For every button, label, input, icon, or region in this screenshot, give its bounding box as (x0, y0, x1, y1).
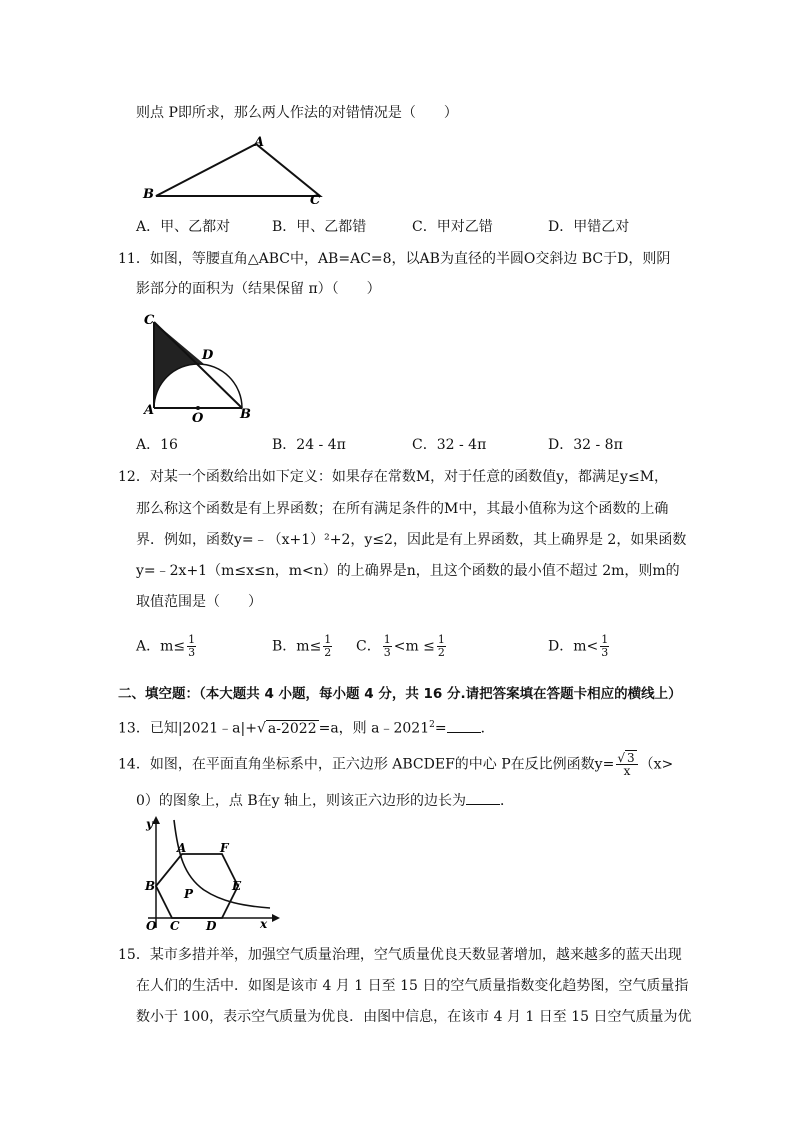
label-D: D (206, 919, 217, 933)
q13-mid: =a，则 a﹣2021 (318, 720, 430, 737)
q13-radicand: a-2022 (267, 720, 317, 737)
q12-option-d-text: D．m< (548, 638, 599, 655)
frac-den-x: x (623, 764, 631, 778)
q14-line-2-pre: 0）的图象上，点 B在y 轴上，则该正六边形的边长为 (136, 793, 467, 809)
triangle-abc (156, 144, 320, 196)
label-F: F (220, 841, 229, 855)
fraction-one-third (383, 634, 392, 659)
frac-den: 2 (437, 646, 445, 659)
q11-option-a: A．16 (136, 437, 178, 453)
q13-answer-blank[interactable] (447, 718, 481, 733)
label-C: C (170, 919, 180, 933)
q11-option-b: B．24 - 4π (272, 437, 346, 453)
frac-den: 3 (188, 646, 196, 659)
frac-num: 1 (188, 633, 196, 646)
q11-semicircle-figure (140, 312, 280, 424)
q13-line (118, 716, 495, 738)
label-B: B (145, 879, 156, 893)
q15-line-3: 数小于 100，表示空气质量为优良．由图中信息，在该市 4 月 1 日至 15 日空气质量为优 (136, 1009, 692, 1025)
label-B: B (240, 407, 251, 422)
q11-option-d: D．32 - 8π (548, 437, 623, 453)
q10-option-b: B．甲、乙都错 (272, 219, 367, 235)
q12-option-c (356, 634, 448, 659)
label-x: x (260, 917, 268, 931)
q12-line-3: 界．例如，函数y=﹣（x+1）²+2，y≤2，因此是有上界函数，其上确界是 2，如果函数 (136, 532, 687, 548)
q10-option-d: D．甲错乙对 (548, 219, 630, 235)
q12-line-2: 那么称这个函数是有上界函数；在所有满足条件的M中，其最小值称为这个函数的上确 (136, 501, 669, 517)
q14-hexagon-figure (144, 814, 284, 934)
q10-triangle-figure (140, 136, 340, 206)
x-axis-arrow (272, 914, 280, 922)
label-A: A (254, 136, 265, 150)
label-B: B (143, 187, 154, 202)
q10-option-a: A．甲、乙都对 (136, 219, 231, 235)
y-axis-arrow (152, 816, 160, 824)
label-y: y (146, 817, 153, 831)
fraction-one-half (323, 634, 332, 659)
frac-den: 3 (601, 646, 609, 659)
fraction-one-third (600, 634, 609, 659)
q12-option-a (136, 634, 198, 659)
label-C: C (144, 313, 155, 328)
frac-num: 1 (601, 633, 609, 646)
frac-num: 1 (324, 633, 332, 646)
q14-line-1-pre: 14．如图，在平面直角坐标系中，正六边形 ABCDEF的中心 P在反比例函数y= (118, 756, 615, 773)
q12-option-b (272, 634, 334, 659)
q12-option-d (548, 634, 611, 659)
q15-line-2: 在人们的生活中．如图是该市 4 月 1 日至 15 日的空气质量指数变化趋势图，空气质量指 (136, 978, 689, 994)
hexagon-abcdef (156, 854, 238, 918)
q13-post: = (434, 720, 447, 737)
q14-line-1-post: （x> (639, 756, 674, 773)
frac-num: 1 (437, 633, 445, 646)
label-P: P (184, 887, 194, 901)
q12-option-a-text: A．m≤ (136, 638, 186, 655)
q14-answer-blank[interactable] (466, 790, 500, 805)
frac-num-radicand: 3 (626, 751, 635, 765)
fraction-sqrt3-over-x (616, 752, 637, 777)
fraction-one-third (187, 634, 196, 659)
q13-end: ． (480, 720, 495, 737)
q12-option-b-text: B．m≤ (272, 638, 322, 655)
shaded-region (154, 322, 204, 408)
sqrt-sign: √ (256, 720, 266, 737)
q14-line-1 (118, 752, 673, 777)
frac-den: 2 (324, 646, 332, 659)
section-2-heading: 二、填空题：（本大题共 4 小题，每小题 4 分，共 16 分.请把答案填在答题卡相应的横线上） (118, 686, 682, 702)
q11-line-2: 影部分的面积为（结果保留 π）（ ） (136, 281, 381, 297)
q12-line-1: 12．对某一个函数给出如下定义：如果存在常数M，对于任意的函数值y，都满足y≤M， (118, 469, 669, 485)
label-O: O (192, 411, 204, 424)
fraction-one-half (437, 634, 446, 659)
q10-tail-text: 则点 P即所求，那么两人作法的对错情况是（ ） (136, 105, 458, 121)
label-D: D (202, 348, 214, 363)
q11-option-c: C．32 - 4π (412, 437, 487, 453)
q12-line-4: y=﹣2x+1（m≤x≤n，m<n）的上确界是n，且这个函数的最小值不超过 2m，则m的 (136, 563, 680, 579)
label-O: O (146, 919, 157, 933)
label-A: A (177, 841, 187, 855)
q13-exponent: 2 (429, 720, 435, 730)
q12-option-c-mid: <m ≤ (393, 638, 435, 655)
q10-option-c: C．甲对乙错 (412, 219, 493, 235)
frac-num-sqrt3: √ 3 (616, 752, 637, 765)
q15-line-1: 15．某市多措并举，加强空气质量治理，空气质量优良天数显著增加，越来越多的蓝天出现 (118, 947, 682, 963)
center-point-o (196, 406, 200, 410)
frac-num: 1 (383, 633, 391, 646)
q14-line-2 (136, 790, 514, 810)
q14-line-2-post: ． (500, 793, 515, 809)
label-A: A (144, 403, 155, 418)
q11-line-1: 11．如图，等腰直角△ABC中，AB=AC=8，以AB为直径的半圆O交斜边 BC于D，则阴 (118, 251, 671, 267)
q12-line-5: 取值范围是（ ） (136, 594, 262, 610)
label-E: E (232, 879, 242, 893)
q13-pre: 13．已知|2021﹣a|+ (118, 720, 257, 737)
label-C: C (310, 193, 321, 206)
q12-option-c-label: C． (356, 638, 381, 655)
frac-den: 3 (383, 646, 391, 659)
